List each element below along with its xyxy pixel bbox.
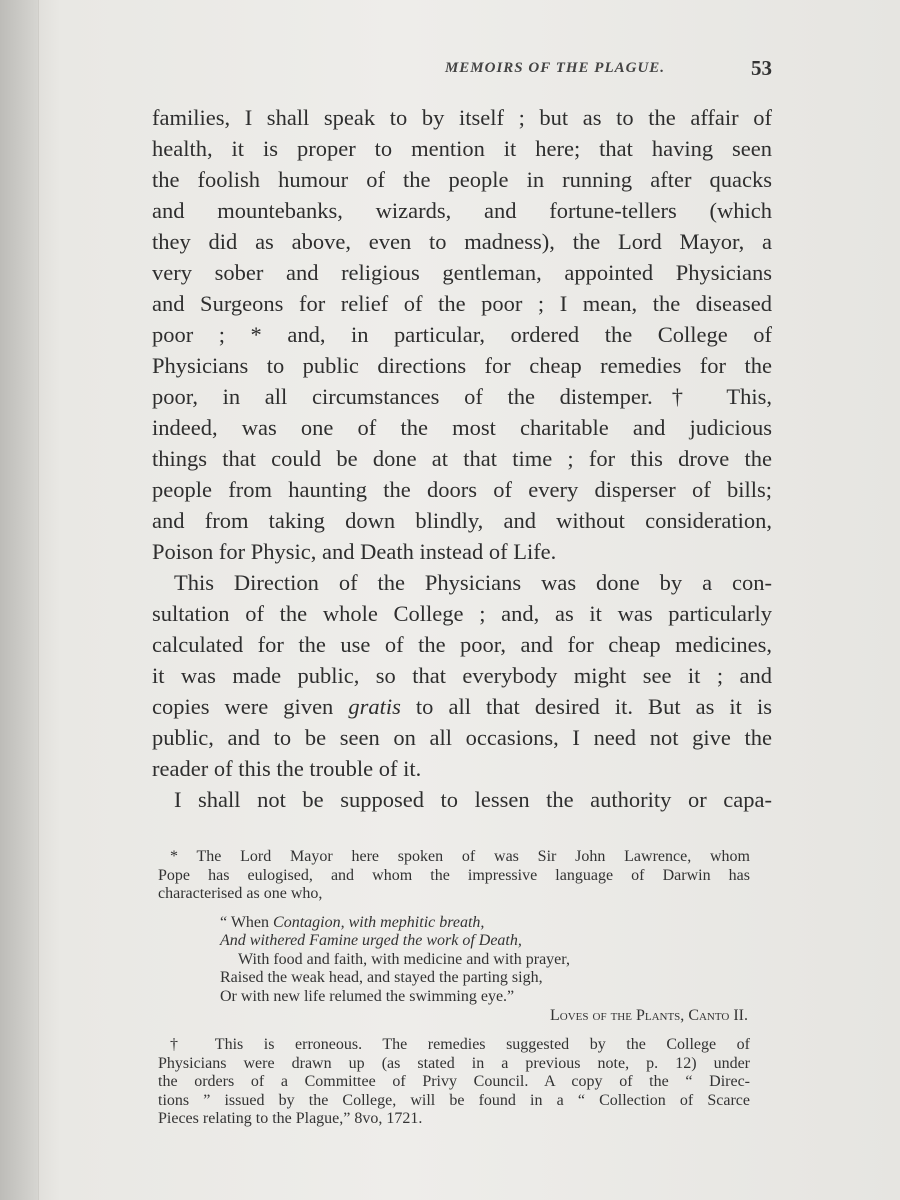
running-title: MEMOIRS OF THE PLAGUE. xyxy=(444,60,666,76)
footnote-line: the orders of a Committee of Privy Council. A copy of the “ Direc- xyxy=(158,1073,750,1090)
verse-line: Raised the weak head, and stayed the parting sigh, xyxy=(220,969,543,986)
text-line: reader of this the trouble of it. xyxy=(152,756,422,781)
adjacent-page-edge xyxy=(0,0,39,1200)
verse-source xyxy=(158,1006,750,1026)
page-header xyxy=(150,56,772,86)
text-line: and from taking down blindly, and without consideration, xyxy=(152,508,772,533)
page-number: 53 xyxy=(751,56,772,80)
text-line: public, and to be seen on all occasions, I need not give the xyxy=(152,725,772,750)
body-text xyxy=(152,102,772,815)
source-title: Loves of the Plants, xyxy=(550,1007,685,1024)
italic-text: Contagion, with mephitic breath, xyxy=(273,913,485,931)
text-line: it was made public, so that everybody might see it ; and xyxy=(152,663,772,688)
italic-text: And withered Famine urged the work of Death, xyxy=(220,932,522,949)
text-segment: “ When xyxy=(220,913,274,931)
footnotes xyxy=(158,848,750,1129)
verse-line: With food and faith, with medicine and with prayer, xyxy=(238,950,570,968)
text-line: things that could be done at that time ; for this drove the xyxy=(152,446,772,471)
text-line: indeed, was one of the most charitable and judicious xyxy=(152,415,772,440)
footnote-line: characterised as one who, xyxy=(158,885,323,902)
text-line: and Surgeons for relief of the poor ; I mean, the diseased xyxy=(152,291,772,316)
text-line: people from haunting the doors of every disperser of bills; xyxy=(152,477,772,502)
verse-line xyxy=(220,932,750,951)
text-line: I shall not be supposed to lessen the authority or capa- xyxy=(174,787,772,812)
footnote-line: † This is erroneous. The remedies suggested by the College of xyxy=(170,1036,750,1053)
text-segment: to all that desired it. But as it is xyxy=(400,694,772,719)
text-line: This Direction of the Physicians was done by a con- xyxy=(174,570,772,595)
text-line: health, it is proper to mention it here; that having seen xyxy=(152,136,772,161)
footnote-line: tions ” issued by the College, will be found in a “ Collection of Scarce xyxy=(158,1091,750,1109)
footnote-line: Pieces relating to the Plague,” 8vo, 1721. xyxy=(158,1110,423,1127)
verse-quote xyxy=(158,914,750,1007)
footnote-line: Pope has eulogised, and whom the impressive language of Darwin has xyxy=(158,866,750,884)
text-line: and mountebanks, wizards, and fortune-tellers (which xyxy=(152,198,772,223)
text-line: poor, in all circumstances of the distemper.† This, xyxy=(152,384,772,409)
footnote-line: Physicians were drawn up (as stated in a previous note, p. 12) under xyxy=(158,1054,750,1072)
text-line: very sober and religious gentleman, appointed Physicians xyxy=(152,260,772,285)
verse-line xyxy=(220,914,750,933)
text-line: Physicians to public directions for cheap remedies for the xyxy=(152,353,772,378)
text-line: Poison for Physic, and Death instead of Life. xyxy=(152,539,557,564)
text-line: poor ; * and, in particular, ordered the College of xyxy=(152,322,772,347)
verse-line: Or with new life relumed the swimming eye.” xyxy=(220,987,515,1005)
footnote-2 xyxy=(158,1036,750,1129)
text-line: sultation of the whole College ; and, as it was particularly xyxy=(152,601,772,626)
text-line xyxy=(152,691,772,722)
text-line: calculated for the use of the poor, and for cheap medicines, xyxy=(152,632,772,657)
footnote-1 xyxy=(158,848,750,1026)
source-canto: Canto II. xyxy=(684,1007,748,1024)
text-line: families, I shall speak to by itself ; but as to the affair of xyxy=(152,105,772,130)
footnote-line: * The Lord Mayor here spoken of was Sir John Lawrence, whom xyxy=(170,848,750,865)
text-line: the foolish humour of the people in running after quacks xyxy=(152,167,772,192)
italic-text: gratis xyxy=(348,694,401,719)
text-line: they did as above, even to madness), the Lord Mayor, a xyxy=(152,229,772,254)
text-segment: copies were given xyxy=(152,694,349,719)
